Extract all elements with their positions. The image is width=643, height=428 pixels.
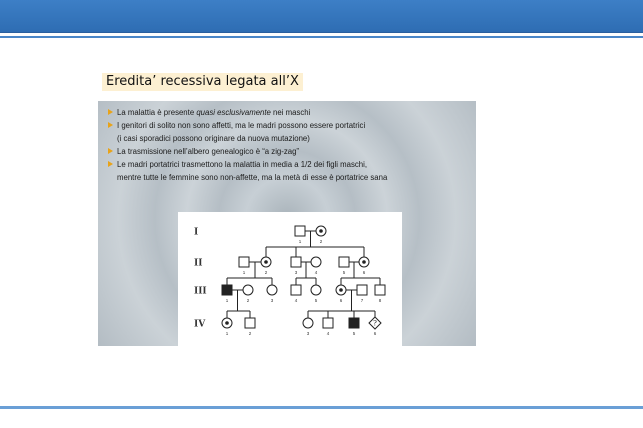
bullet-text: I genitori di solito non sono affetti, ma le madri possono essere portatrici	[117, 121, 366, 130]
unknown-mark: ?	[373, 319, 377, 328]
male-symbol	[239, 257, 249, 267]
bullet-text: La malattia è presente	[117, 108, 197, 117]
individual-number: 2	[248, 331, 252, 336]
individual-number: 6	[339, 298, 343, 303]
male-symbol	[323, 318, 333, 328]
individual-number: 4	[314, 270, 318, 275]
individual-number: 1	[225, 331, 229, 336]
male-symbol	[349, 318, 359, 328]
individual-number: 2	[319, 239, 323, 244]
individual-number: 2	[264, 270, 268, 275]
footer-rule	[0, 406, 643, 409]
bullet-arrow-icon	[108, 109, 113, 115]
bullet-text: (i casi sporadici possono originare da nuova mutazione)	[117, 134, 310, 143]
individual-number: 5	[352, 331, 356, 336]
header-bar	[0, 0, 643, 33]
individual-number: 1	[242, 270, 246, 275]
male-symbol	[295, 226, 305, 236]
individual-number: 2	[246, 298, 250, 303]
individual-number: 1	[298, 239, 302, 244]
generation-label: II	[194, 258, 203, 269]
bullet-arrow-icon	[108, 122, 113, 128]
female-symbol	[267, 285, 277, 295]
pedigree-chart	[178, 212, 402, 346]
generation-label: I	[194, 227, 199, 238]
individual-number: 5	[314, 298, 318, 303]
generation-label: III	[194, 286, 207, 297]
generation-label: IV	[194, 319, 206, 330]
male-symbol	[339, 257, 349, 267]
bullet-text: Le madri portatrici trasmettono la malattia in media a 1/2 dei figli maschi,	[117, 160, 368, 169]
bullet-item	[108, 146, 472, 158]
female-symbol	[303, 318, 313, 328]
male-symbol	[291, 285, 301, 295]
carrier-dot	[339, 288, 343, 292]
female-symbol	[311, 257, 321, 267]
bullet-emphasis: quasi esclusivamente	[196, 108, 271, 117]
carrier-dot	[362, 260, 366, 264]
individual-number: 4	[294, 298, 298, 303]
bullet-arrow-icon	[108, 161, 113, 167]
carrier-dot	[319, 229, 323, 233]
male-symbol	[291, 257, 301, 267]
male-symbol	[357, 285, 367, 295]
bullet-item	[108, 172, 472, 184]
header-rule	[0, 36, 643, 38]
bullet-text: nei maschi	[270, 108, 311, 117]
individual-number: 3	[270, 298, 274, 303]
individual-number: 1	[225, 298, 229, 303]
slide-title: Eredita’ recessiva legata all’X	[102, 73, 303, 91]
individual-number: 6	[373, 331, 377, 336]
individual-number: 3	[306, 331, 310, 336]
individual-number: 3	[294, 270, 298, 275]
carrier-dot	[264, 260, 268, 264]
individual-number: 5	[342, 270, 346, 275]
bullet-item	[108, 107, 472, 119]
male-symbol	[245, 318, 255, 328]
individual-number: 7	[360, 298, 364, 303]
bullet-arrow-icon	[108, 148, 113, 154]
bullet-list	[108, 107, 472, 185]
bullet-item	[108, 159, 472, 171]
content-panel	[98, 101, 476, 346]
individual-number: 8	[378, 298, 382, 303]
male-symbol	[375, 285, 385, 295]
bullet-item	[108, 120, 472, 132]
bullet-item	[108, 133, 472, 145]
female-symbol	[311, 285, 321, 295]
pedigree-svg	[178, 212, 402, 346]
bullet-text: mentre tutte le femmine sono non-affette, ma la metà di esse è portatrice sana	[117, 173, 388, 182]
individual-number: 4	[326, 331, 330, 336]
bullet-text: La trasmissione nell’albero genealogico è “a zig-zag”	[117, 147, 300, 156]
female-symbol	[243, 285, 253, 295]
individual-number: 6	[362, 270, 366, 275]
carrier-dot	[225, 321, 229, 325]
male-symbol	[222, 285, 232, 295]
